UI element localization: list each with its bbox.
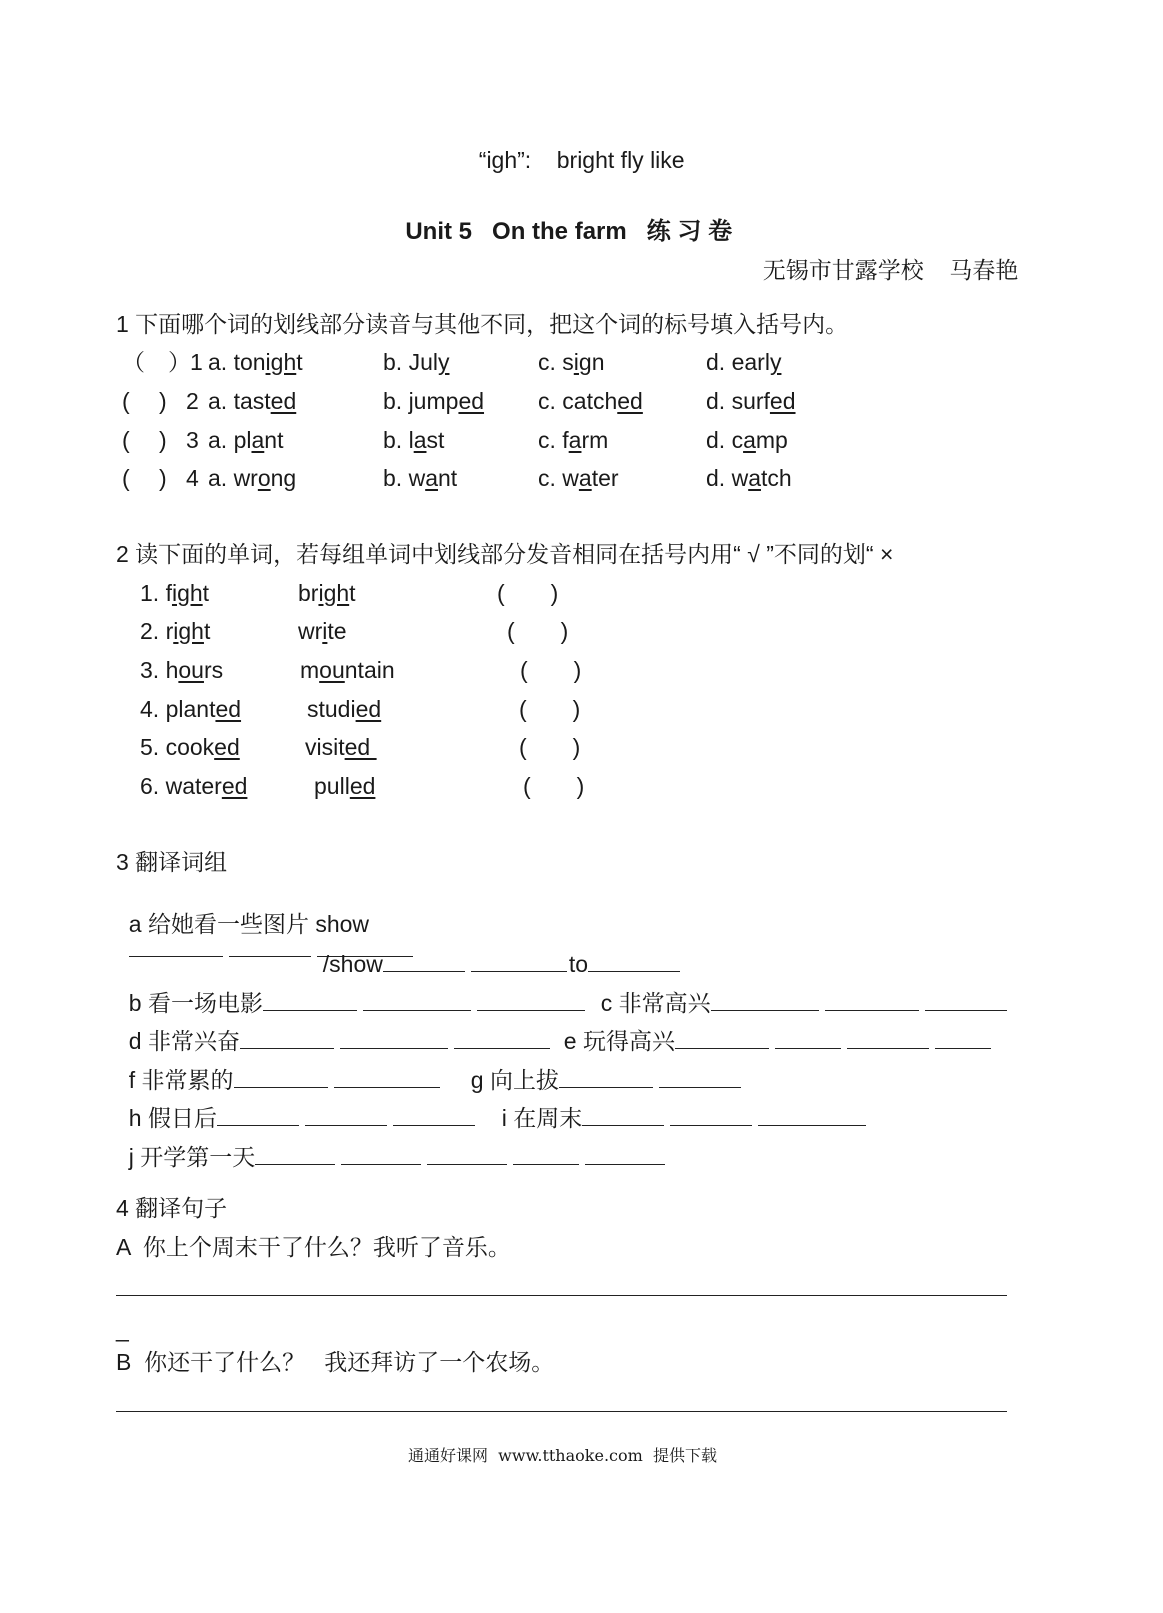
word: [166, 773, 248, 799]
question-number: 4: [186, 465, 199, 491]
word: [706, 427, 788, 453]
word: [208, 465, 296, 491]
igh-words: bright fly like: [556, 147, 685, 173]
section2-heading: 2 读下面的单词，若每组单词中划线部分发音相同在括号内用“ √ ”不同的划“ ×: [116, 541, 894, 567]
answer-blank[interactable]: [129, 936, 223, 957]
author-line: [750, 236, 1018, 282]
word-part: visit: [305, 734, 345, 760]
title-topic: On the farm: [492, 218, 627, 245]
pair-word-2: [305, 736, 377, 759]
underlined-letters: ed: [221, 773, 248, 799]
phrase-i-text: i 在周末: [501, 1105, 583, 1131]
word-part: mp: [755, 427, 788, 453]
igh-line: [466, 126, 685, 172]
section1-heading: 1 下面哪个词的划线部分读音与其他不同，把这个词的标号填入括号内。: [116, 311, 849, 337]
answer-blank[interactable]: [513, 1144, 579, 1165]
word: [383, 465, 457, 491]
word: [706, 388, 796, 414]
underlined-letters: ed: [355, 696, 382, 722]
phrase-e-text: e 玩得高兴: [563, 1028, 675, 1054]
option-c: [538, 467, 619, 490]
word: [538, 427, 608, 453]
option-d: [706, 429, 788, 452]
answer-blank[interactable]: [935, 1028, 991, 1049]
word: [208, 427, 283, 453]
word: [166, 618, 211, 644]
word-part: h: [165, 657, 179, 683]
option-b: [383, 467, 457, 490]
answer-paren[interactable]: （ ）: [122, 349, 191, 375]
answer-paren[interactable]: ( ): [523, 773, 585, 799]
underlined-letters: y: [437, 349, 450, 375]
phrase-b-text: b 看一场电影: [128, 990, 263, 1016]
underlined-letters: ed: [769, 388, 796, 414]
word-part: t: [349, 580, 356, 606]
word: [166, 734, 240, 760]
underlined-letters: ig: [573, 349, 592, 375]
word: [383, 349, 449, 375]
phrase-a-text: a 给她看一些图片 show: [128, 911, 370, 937]
answer-blank[interactable]: [255, 1144, 335, 1165]
pair-number: 3. hours: [140, 657, 224, 683]
option-a: [208, 390, 296, 413]
word-part: a. wr: [208, 465, 258, 491]
underlined-letters: a: [743, 427, 756, 453]
phrase-j-text: j 开学第一天: [128, 1144, 256, 1170]
pair-number: 1. fight: [140, 580, 210, 606]
answer-paren[interactable]: ( ): [122, 388, 167, 414]
word-part: c. f: [538, 427, 569, 453]
option-d: [706, 467, 792, 490]
option-b: [383, 429, 444, 452]
pair-word-2: [314, 775, 375, 798]
word-part: b. l: [383, 427, 414, 453]
phrase-a-alt-show: /show: [322, 951, 383, 977]
word-part: plant: [165, 696, 216, 722]
pair-word-2: [307, 698, 381, 721]
option-b: [383, 390, 484, 413]
word-part: n: [591, 349, 605, 375]
word: [305, 734, 377, 760]
underlined-letters: igh: [265, 349, 297, 375]
phrase-c-text: c 非常高兴: [600, 990, 711, 1016]
underlined-letters: a: [748, 465, 761, 491]
pair-number: 4. planted: [140, 696, 242, 722]
word-part: a. ton: [208, 349, 266, 375]
underlined-letters: ed: [617, 388, 643, 414]
underlined-letters: a: [568, 427, 582, 453]
word: [538, 388, 643, 414]
word: [538, 349, 604, 375]
word-part: t: [296, 349, 303, 375]
word: [300, 657, 395, 683]
phrase-d-text: d 非常兴奋: [128, 1028, 240, 1054]
phrase-h-text: h 假日后: [128, 1105, 217, 1131]
word-part: te: [327, 618, 347, 644]
page-title: [392, 196, 732, 244]
underlined-letters: y: [769, 349, 782, 375]
underlined-letters: ed: [458, 388, 485, 414]
underlined-letters: a: [425, 465, 438, 491]
answer-paren[interactable]: ( ): [519, 734, 581, 760]
word: [706, 349, 781, 375]
word: [298, 618, 347, 644]
option-d: [706, 351, 781, 374]
word-part: t: [202, 580, 210, 606]
answer-line-b[interactable]: [116, 1411, 1007, 1412]
answer-blank[interactable]: [775, 1028, 841, 1049]
underlined-letters: ed: [215, 696, 242, 722]
word-part: nt: [437, 465, 458, 491]
word-part: a. pl: [208, 427, 252, 453]
question-number: 2: [186, 388, 199, 414]
answer-paren[interactable]: ( ): [122, 427, 167, 453]
pair-number: 6. watered: [140, 773, 248, 799]
option-b: [383, 351, 449, 374]
section4-heading: 4 翻译句子: [116, 1195, 228, 1221]
word-part: d. c: [706, 427, 744, 453]
word-part: water: [165, 773, 222, 799]
word: [538, 465, 619, 491]
word: [383, 388, 484, 414]
word-part: b. jump: [383, 388, 459, 414]
word-part: d. earl: [706, 349, 770, 375]
word: [307, 696, 381, 722]
underlined-letters: ed: [270, 388, 297, 414]
word-part: b. Jul: [383, 349, 438, 375]
underlined-letters: o: [257, 465, 271, 491]
underlined-letters: i: [322, 618, 328, 644]
word-part: ter: [591, 465, 619, 491]
word-part: pull: [314, 773, 350, 799]
word-part: wr: [298, 618, 323, 644]
underlined-letters: ou: [319, 657, 345, 683]
word: [706, 465, 792, 491]
word-part: tch: [760, 465, 792, 491]
option-c: [538, 429, 608, 452]
pair-word-2: [298, 582, 356, 605]
word: [314, 773, 375, 799]
footer-credit: 通通好课网 www.tthaoke.com 提供下载: [408, 1446, 717, 1465]
title-cn: 练 习 卷: [646, 218, 733, 245]
word-part: b. w: [383, 465, 426, 491]
option-d: [706, 390, 796, 413]
option-c: [538, 351, 604, 374]
underlined-letters: ed: [344, 734, 377, 760]
pair-word-2: [298, 620, 347, 643]
answer-paren[interactable]: ( ): [507, 618, 569, 644]
underlined-letters: a: [413, 427, 427, 453]
answer-paren[interactable]: ( ): [122, 465, 167, 491]
word-part: d. w: [706, 465, 749, 491]
option-a: [208, 351, 303, 374]
word-part: m: [300, 657, 320, 683]
word-part: nt: [264, 427, 284, 453]
section3-heading: 3 翻译词组: [116, 849, 228, 875]
word-part: ng: [270, 465, 297, 491]
phrase-f-text: f 非常累的: [128, 1067, 234, 1093]
answer-blank[interactable]: [229, 936, 311, 957]
word-part: ntain: [344, 657, 395, 683]
answer-blank[interactable]: [585, 1144, 665, 1165]
question-number: 3: [186, 427, 199, 453]
word-part: rm: [581, 427, 609, 453]
underlined-letters: igh: [171, 580, 203, 606]
word-part: st: [426, 427, 445, 453]
title-unit: Unit 5: [405, 218, 473, 245]
word: [166, 696, 241, 722]
pair-number: 2. right: [140, 618, 211, 644]
underlined-letters: ed: [214, 734, 240, 760]
author-school: 无锡市甘露学校: [762, 257, 924, 283]
underlined-letters: igh: [173, 618, 204, 644]
answer-blank[interactable]: [847, 1028, 929, 1049]
underlined-letters: a: [251, 427, 265, 453]
phrase-j: [116, 1121, 671, 1169]
phrase-g-text: g 向上拔: [470, 1067, 559, 1093]
word-part: f: [165, 580, 172, 606]
answer-line-a[interactable]: [116, 1295, 1007, 1296]
answer-blank[interactable]: [670, 1105, 752, 1126]
word-part: c. w: [538, 465, 579, 491]
answer-blank[interactable]: [758, 1105, 866, 1126]
underlined-letters: a: [578, 465, 592, 491]
igh-label: “igh”:: [478, 147, 532, 173]
question-number: 1: [190, 349, 203, 375]
word: [166, 580, 209, 606]
option-a: [208, 429, 283, 452]
answer-paren[interactable]: ( ): [519, 696, 581, 722]
sentence-b: B 你还干了什么？ 我还拜访了一个农场。: [116, 1349, 555, 1375]
underlined-letters: ed: [349, 773, 376, 799]
word-part: cook: [165, 734, 215, 760]
underlined-letters: ou: [178, 657, 204, 683]
stray-underscore: _: [116, 1316, 129, 1342]
word-part: c. s: [538, 349, 574, 375]
word-part: br: [298, 580, 319, 606]
word-part: rs: [203, 657, 224, 683]
word: [383, 427, 444, 453]
word: [208, 388, 296, 414]
sentence-a: A 你上个周末干了什么？我听了音乐。: [116, 1234, 511, 1260]
word-part: t: [203, 618, 211, 644]
word-part: r: [165, 618, 174, 644]
word-part: studi: [307, 696, 356, 722]
word-part: c. catch: [538, 388, 618, 414]
answer-blank[interactable]: [341, 1144, 421, 1165]
word-part: a. tast: [208, 388, 271, 414]
word: [166, 657, 224, 683]
answer-paren[interactable]: ( ): [520, 657, 582, 683]
word: [298, 580, 356, 606]
option-c: [538, 390, 643, 413]
author-name: 马春艳: [949, 257, 1019, 283]
underlined-letters: igh: [318, 580, 350, 606]
word-part: d. surf: [706, 388, 770, 414]
word: [208, 349, 303, 375]
answer-blank[interactable]: [427, 1144, 507, 1165]
pair-word-2: [300, 659, 395, 682]
answer-paren[interactable]: ( ): [497, 580, 559, 606]
pair-number: 5. cooked: [140, 734, 240, 760]
phrase-a-alt-to: to: [568, 951, 589, 977]
option-a: [208, 467, 296, 490]
